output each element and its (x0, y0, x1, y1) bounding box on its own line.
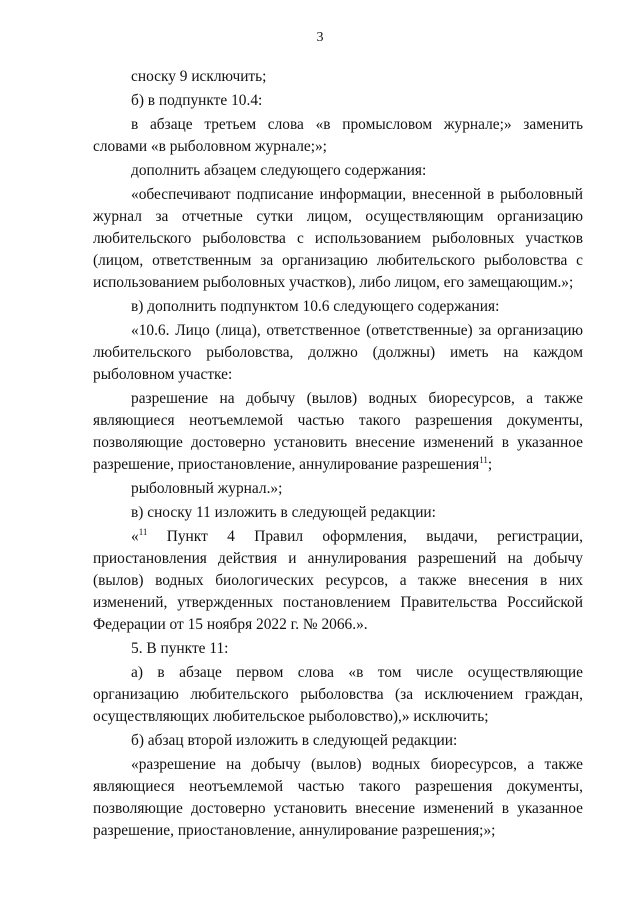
paragraph-11 (93, 526, 583, 636)
paragraph-2: б) в подпункте 10.4: (131, 92, 263, 109)
paragraph-14: б) абзац второй изложить в следующей редакции: (131, 732, 458, 749)
paragraph-13: а) в абзаце первом слова «в том числе осуществляющие организацию любительского рыболовства (за исключением граждан, осуществляющих любительское рыболовство),» исключить; (93, 664, 583, 725)
paragraph-3: в абзаце третьем слова «в промысловом журнале;» заменить словами «в рыболовном журнале;»; (93, 116, 583, 155)
paragraph-12: 5. В пункте 11: (131, 640, 229, 657)
paragraph-15: «разрешение на добычу (вылов) водных биоресурсов, а также являющиеся неотъемлемой частью такого разрешения документы, позволяющие достоверно установить внесение изменений в указанное разрешение, приостановление, аннулирование разрешения;»; (93, 756, 583, 839)
paragraph-5: «обеспечивают подписание информации, внесенной в рыболовный журнал за отчетные сутки лицом, осуществляющим организацию любительского рыболовства с использованием рыболовных участков (лицом, ответственным за организацию любительского рыболовства с использованием рыболовных участков), либо лицом, его замещающим.»; (93, 186, 583, 291)
paragraph-4: дополнить абзацем следующего содержания: (131, 162, 427, 179)
paragraph-11-text: Пункт 4 Правил оформления, выдачи, регистрации, приостановления действия и аннулирования разрешений на добычу (вылов) водных биологических ресурсов, а также внесения в них изменений, утвержденных постановлением Правительства Российской Федерации от 15 ноября 2022 г. № 2066.». (93, 528, 583, 633)
paragraph-8 (93, 388, 583, 476)
page-number: 3 (316, 30, 324, 45)
paragraph-8-suffix: ; (487, 456, 493, 473)
paragraph-1: сноску 9 исключить; (131, 68, 267, 85)
paragraph-10: в) сноску 11 изложить в следующей редакции: (131, 504, 436, 521)
paragraph-6: в) дополнить подпунктом 10.6 следующего содержания: (131, 298, 500, 315)
paragraph-8-text: разрешение на добычу (вылов) водных биоресурсов, а также являющиеся неотъемлемой частью такого разрешения документы, позволяющие достоверно установить внесение изменений в указанное разрешение, приостановление, аннулирование разрешения (93, 390, 583, 473)
quote-open: « (131, 528, 139, 545)
paragraph-7: «10.6. Лицо (лица), ответственное (ответственные) за организацию любительского рыболовства, должно (должны) иметь на каждом рыболовном участке: (93, 322, 583, 383)
footnote-ref-11: 11 (479, 454, 488, 465)
footnote-marker-11: 11 (138, 526, 148, 537)
document-body (93, 66, 583, 844)
paragraph-9: рыболовный журнал.»; (131, 480, 283, 497)
